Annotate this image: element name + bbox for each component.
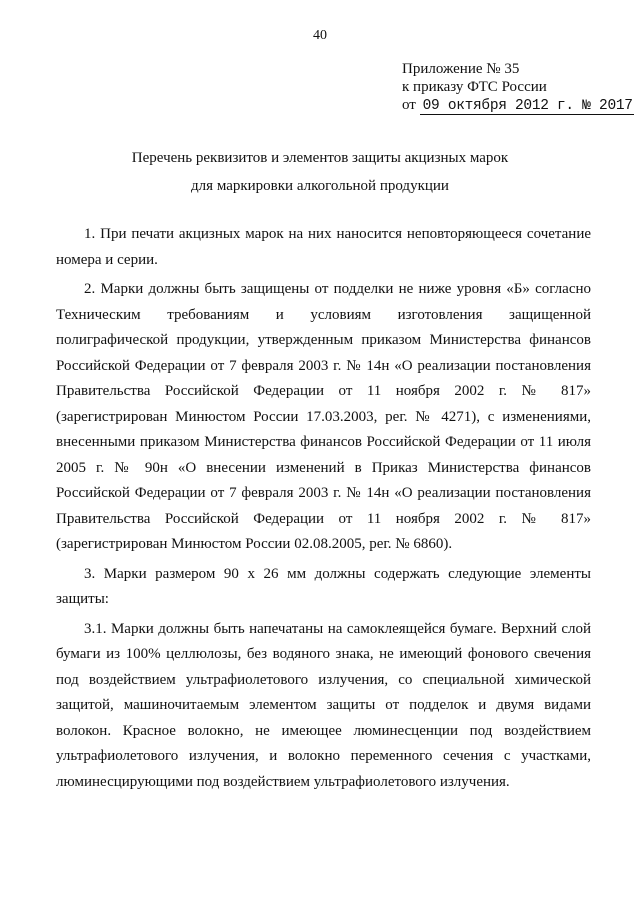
document-body (56, 222, 591, 799)
paragraph-3: 3. Марки размером 90 х 26 мм должны содержать следующие элементы защиты: (56, 565, 591, 607)
page-number: 40 (313, 28, 327, 43)
appendix-date-prefix: от (402, 97, 416, 113)
paragraph-1: 1. При печати акцизных марок на них наносится неповторяющееся сочетание номера и серии. (56, 226, 591, 268)
paragraph-3-1: 3.1. Марки должны быть напечатаны на самоклеящейся бумаге. Верхний слой бумаги из 100% целлюлозы, без водяного знака, не имеющий фонового свечения под воздействием ультрафиолетового излучения, со специальной химической защитой, машиночитаемым элементом защиты от подделок и двумя видами волокон. Красное волокно, не имеющее люминесценции под воздействием ультрафиолетового излучения, и волокно переменного сечения с участками, люминесцирующими под воздействием ультрафиолетового излучения. (56, 620, 591, 790)
appendix-date-line (402, 96, 634, 115)
title-line-2: для маркировки алкогольной продукции (191, 178, 449, 194)
title-line-1: Перечень реквизитов и элементов защиты акцизных марок (131, 150, 509, 166)
appendix-number: Приложение № 35 (402, 61, 520, 77)
appendix-block (402, 60, 634, 115)
document-title (0, 144, 640, 200)
paragraph-2: 2. Марки должны быть защищены от подделки не ниже уровня «Б» согласно Техническим требованиям и условиям изготовления защищенной полиграфической продукции, утвержденным приказом Министерства финансов Российской Федерации от 7 февраля 2003 г. № 14н «О реализации постановления Правительства Российской Федерации от 11 ноября 2002 г. № 817» (зарегистрирован Минюстом России 17.03.2003, рег. № 4271), с изменениями, внесенными приказом Министерства финансов Российской Федерации от 11 июля 2005 г. № 90н «О внесении изменений в Приказ Министерства финансов Российской Федерации от 7 февраля 2003 г. № 14н «О реализации постановления Правительства Российской Федерации от 11 ноября 2002 г. № 817» (зарегистрирован Минюстом России 02.08.2005, рег. № 6860). (56, 281, 591, 552)
appendix-date-value: 09 октября 2012 г. № 2017 (420, 98, 634, 115)
appendix-order-ref: к приказу ФТС России (402, 79, 547, 95)
